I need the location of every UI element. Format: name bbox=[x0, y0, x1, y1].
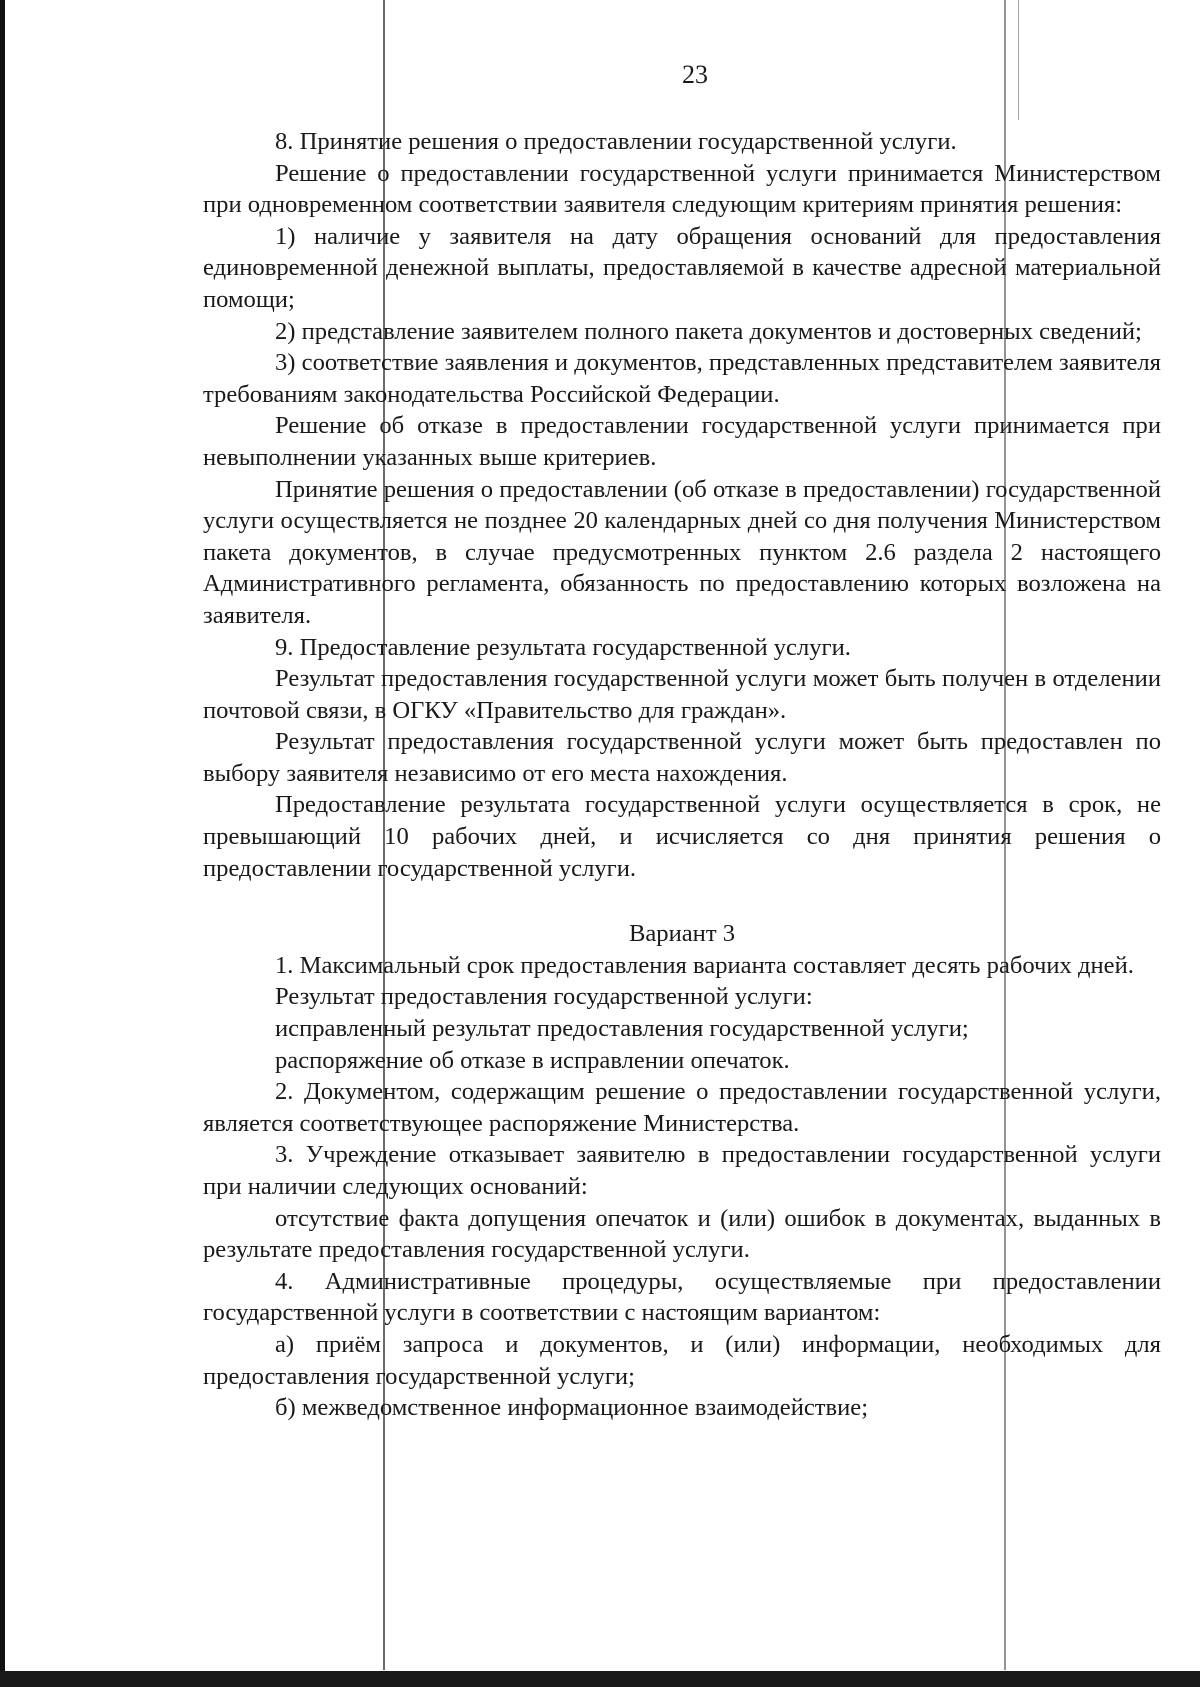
paragraph: 9. Предоставление результата государственной услуги. bbox=[275, 633, 851, 661]
paragraph: 2) представление заявителем полного пакета документов и достоверных сведений; bbox=[275, 317, 1142, 345]
section-heading: Вариант 3 bbox=[628, 920, 736, 948]
paragraph: отсутствие факта допущения опечаток и (или) ошибок в документах, выданных в результате предоставления государственной услуги. bbox=[203, 1204, 1161, 1264]
scan-bottom-edge bbox=[0, 1671, 1200, 1687]
paragraph: исправленный результат предоставления государственной услуги; bbox=[275, 1015, 969, 1043]
paragraph: Предоставление результата государственной услуги осуществляется в срок, не превышающий 10 рабочих дней, и исчисляется со дня принятия решения о предоставлении государственной услуги. bbox=[203, 791, 1161, 882]
paragraph: Решение об отказе в предоставлении государственной услуги принимается при невыполнении указанных выше критериев. bbox=[203, 412, 1161, 471]
scan-left-edge bbox=[0, 0, 5, 1687]
paragraph: распоряжение об отказе в исправлении опечаток. bbox=[275, 1046, 790, 1074]
section-gap bbox=[203, 884, 1161, 918]
paragraph: 3. Учреждение отказывает заявителю в предоставлении государственной услуги при наличии следующих оснований: bbox=[203, 1141, 1161, 1200]
paragraph: Результат предоставления государственной услуги может быть предоставлен по выбору заявителя независимо от его места нахождения. bbox=[203, 728, 1161, 787]
paragraph: Результат предоставления государственной услуги: bbox=[275, 983, 813, 1011]
page-number: 23 bbox=[682, 60, 708, 89]
paragraph: 8. Принятие решения о предоставлении государственной услуги. bbox=[275, 128, 957, 155]
paragraph: 1) наличие у заявителя на дату обращения оснований для предоставления единовременной денежной выплаты, предоставляемой в качестве адресной материальной помощи; bbox=[203, 222, 1161, 313]
paragraph: Результат предоставления государственной услуги может быть получен в отделении почтовой связи, в ОГКУ «Правительство для граждан». bbox=[203, 665, 1161, 724]
paragraph: 3) соответствие заявления и документов, представленных представителем заявителя требованиям законодательства Российской Федерации. bbox=[203, 349, 1161, 408]
paragraph: б) межведомственное информационное взаимодействие; bbox=[275, 1394, 869, 1422]
paragraph: 4. Административные процедуры, осуществляемые при предоставлении государственной услуги в соответствии с настоящим вариантом: bbox=[203, 1267, 1161, 1327]
paragraph: 1. Максимальный срок предоставления варианта составляет десять рабочих дней. bbox=[275, 951, 1134, 979]
document-body bbox=[203, 126, 1161, 1424]
paragraph: а) приём запроса и документов, и (или) информации, необходимых для предоставления государственной услуги; bbox=[203, 1330, 1161, 1390]
paragraph: Принятие решения о предоставлении (об отказе в предоставлении) государственной услуги осуществляется не позднее 20 календарных дней со дня получения Министерством пакета документов, в случае предусмотренных пунктом 2.6 раздела 2 настоящего Административного регламента, обязанность по предоставлению которых возложена на заявителя. bbox=[203, 475, 1161, 629]
paragraph: Решение о предоставлении государственной услуги принимается Министерством при одновременном соответствии заявителя следующим критериям принятия решения: bbox=[203, 159, 1161, 219]
paragraph: 2. Документом, содержащим решение о предоставлении государственной услуги, является соответствующее распоряжение Министерства. bbox=[203, 1078, 1161, 1137]
